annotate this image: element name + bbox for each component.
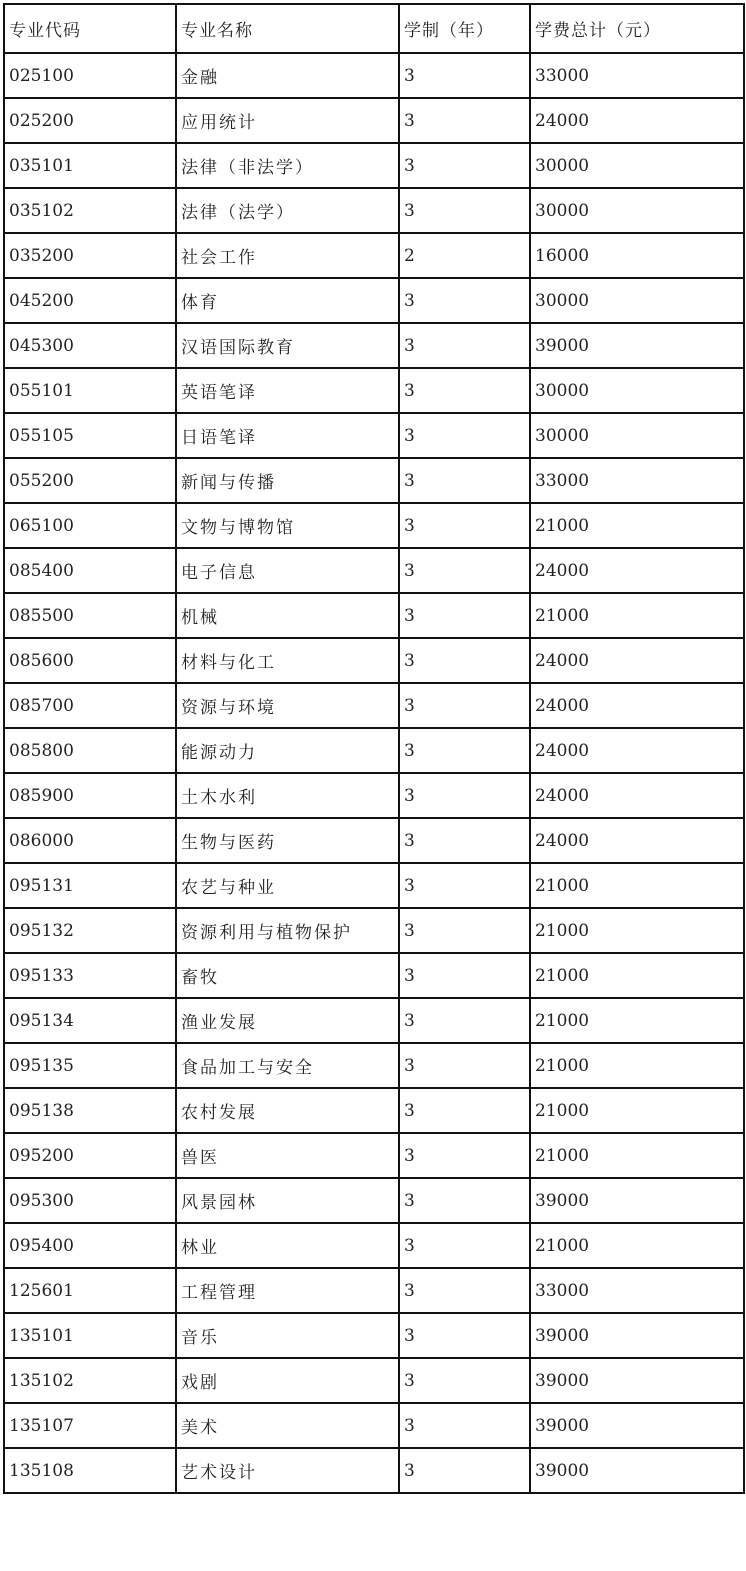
cell-major-name: 土木水利 bbox=[176, 773, 399, 818]
cell-major-code: 065100 bbox=[4, 503, 176, 548]
cell-major-name: 金融 bbox=[176, 53, 399, 98]
cell-major-code: 035200 bbox=[4, 233, 176, 278]
cell-duration: 3 bbox=[399, 683, 530, 728]
header-total-tuition: 学费总计（元） bbox=[530, 4, 744, 53]
cell-major-name: 工程管理 bbox=[176, 1268, 399, 1313]
cell-total-tuition: 39000 bbox=[530, 1313, 744, 1358]
cell-major-name: 农艺与种业 bbox=[176, 863, 399, 908]
cell-major-code: 085700 bbox=[4, 683, 176, 728]
header-major-name: 专业名称 bbox=[176, 4, 399, 53]
cell-duration: 3 bbox=[399, 53, 530, 98]
cell-duration: 3 bbox=[399, 818, 530, 863]
cell-major-name: 生物与医药 bbox=[176, 818, 399, 863]
table-row bbox=[4, 728, 744, 773]
table-row bbox=[4, 413, 744, 458]
cell-major-code: 085600 bbox=[4, 638, 176, 683]
table-row bbox=[4, 1313, 744, 1358]
table-row bbox=[4, 1133, 744, 1178]
cell-total-tuition: 30000 bbox=[530, 413, 744, 458]
cell-major-name: 社会工作 bbox=[176, 233, 399, 278]
cell-major-name: 音乐 bbox=[176, 1313, 399, 1358]
cell-major-code: 095133 bbox=[4, 953, 176, 998]
cell-major-code: 045200 bbox=[4, 278, 176, 323]
cell-duration: 3 bbox=[399, 728, 530, 773]
cell-major-code: 025200 bbox=[4, 98, 176, 143]
cell-major-code: 135101 bbox=[4, 1313, 176, 1358]
cell-total-tuition: 39000 bbox=[530, 323, 744, 368]
cell-major-name: 应用统计 bbox=[176, 98, 399, 143]
cell-total-tuition: 16000 bbox=[530, 233, 744, 278]
cell-major-code: 095132 bbox=[4, 908, 176, 953]
cell-total-tuition: 21000 bbox=[530, 953, 744, 998]
cell-major-name: 资源与环境 bbox=[176, 683, 399, 728]
table-row bbox=[4, 1268, 744, 1313]
cell-duration: 3 bbox=[399, 323, 530, 368]
cell-major-name: 汉语国际教育 bbox=[176, 323, 399, 368]
cell-total-tuition: 30000 bbox=[530, 188, 744, 233]
cell-duration: 3 bbox=[399, 638, 530, 683]
cell-major-code: 095134 bbox=[4, 998, 176, 1043]
cell-total-tuition: 24000 bbox=[530, 773, 744, 818]
tuition-table bbox=[3, 3, 745, 1494]
cell-major-name: 戏剧 bbox=[176, 1358, 399, 1403]
cell-duration: 3 bbox=[399, 1178, 530, 1223]
cell-major-name: 美术 bbox=[176, 1403, 399, 1448]
table-row bbox=[4, 53, 744, 98]
table-row bbox=[4, 1358, 744, 1403]
cell-major-code: 085800 bbox=[4, 728, 176, 773]
cell-major-name: 食品加工与安全 bbox=[176, 1043, 399, 1088]
table-row bbox=[4, 143, 744, 188]
cell-total-tuition: 30000 bbox=[530, 143, 744, 188]
table-row bbox=[4, 1223, 744, 1268]
cell-major-code: 095400 bbox=[4, 1223, 176, 1268]
cell-major-name: 法律（法学） bbox=[176, 188, 399, 233]
table-row bbox=[4, 98, 744, 143]
cell-major-code: 035101 bbox=[4, 143, 176, 188]
header-duration: 学制（年） bbox=[399, 4, 530, 53]
cell-total-tuition: 39000 bbox=[530, 1178, 744, 1223]
cell-total-tuition: 33000 bbox=[530, 1268, 744, 1313]
cell-total-tuition: 24000 bbox=[530, 548, 744, 593]
cell-major-code: 055200 bbox=[4, 458, 176, 503]
cell-duration: 3 bbox=[399, 98, 530, 143]
cell-major-code: 045300 bbox=[4, 323, 176, 368]
table-row bbox=[4, 863, 744, 908]
cell-duration: 3 bbox=[399, 593, 530, 638]
cell-major-name: 风景园林 bbox=[176, 1178, 399, 1223]
cell-total-tuition: 30000 bbox=[530, 278, 744, 323]
table-row bbox=[4, 1403, 744, 1448]
cell-total-tuition: 21000 bbox=[530, 998, 744, 1043]
cell-duration: 3 bbox=[399, 548, 530, 593]
cell-major-name: 机械 bbox=[176, 593, 399, 638]
cell-total-tuition: 21000 bbox=[530, 1043, 744, 1088]
table-row bbox=[4, 998, 744, 1043]
table-row bbox=[4, 233, 744, 278]
cell-major-code: 135108 bbox=[4, 1448, 176, 1493]
cell-duration: 3 bbox=[399, 1448, 530, 1493]
cell-major-name: 林业 bbox=[176, 1223, 399, 1268]
cell-major-code: 095131 bbox=[4, 863, 176, 908]
cell-major-name: 体育 bbox=[176, 278, 399, 323]
table-row bbox=[4, 593, 744, 638]
cell-duration: 3 bbox=[399, 413, 530, 458]
cell-major-name: 新闻与传播 bbox=[176, 458, 399, 503]
cell-duration: 3 bbox=[399, 368, 530, 413]
cell-total-tuition: 24000 bbox=[530, 638, 744, 683]
cell-major-name: 日语笔译 bbox=[176, 413, 399, 458]
cell-duration: 3 bbox=[399, 863, 530, 908]
cell-major-code: 025100 bbox=[4, 53, 176, 98]
cell-duration: 3 bbox=[399, 143, 530, 188]
cell-major-name: 法律（非法学） bbox=[176, 143, 399, 188]
cell-total-tuition: 21000 bbox=[530, 503, 744, 548]
header-major-code: 专业代码 bbox=[4, 4, 176, 53]
table-body bbox=[4, 53, 744, 1493]
table-header bbox=[4, 4, 744, 53]
table-row bbox=[4, 818, 744, 863]
cell-total-tuition: 21000 bbox=[530, 1133, 744, 1178]
table-row bbox=[4, 908, 744, 953]
table-row bbox=[4, 278, 744, 323]
table-row bbox=[4, 503, 744, 548]
cell-major-name: 电子信息 bbox=[176, 548, 399, 593]
cell-major-code: 135102 bbox=[4, 1358, 176, 1403]
table-row bbox=[4, 638, 744, 683]
cell-major-code: 086000 bbox=[4, 818, 176, 863]
cell-major-code: 095200 bbox=[4, 1133, 176, 1178]
cell-duration: 3 bbox=[399, 188, 530, 233]
cell-major-name: 渔业发展 bbox=[176, 998, 399, 1043]
cell-total-tuition: 21000 bbox=[530, 593, 744, 638]
cell-total-tuition: 21000 bbox=[530, 1088, 744, 1133]
cell-major-name: 兽医 bbox=[176, 1133, 399, 1178]
cell-duration: 3 bbox=[399, 1133, 530, 1178]
cell-duration: 3 bbox=[399, 1403, 530, 1448]
cell-major-name: 畜牧 bbox=[176, 953, 399, 998]
table-row bbox=[4, 548, 744, 593]
cell-total-tuition: 21000 bbox=[530, 863, 744, 908]
table-row bbox=[4, 1088, 744, 1133]
cell-duration: 3 bbox=[399, 1313, 530, 1358]
cell-total-tuition: 39000 bbox=[530, 1358, 744, 1403]
cell-total-tuition: 21000 bbox=[530, 1223, 744, 1268]
cell-major-code: 095300 bbox=[4, 1178, 176, 1223]
table-row bbox=[4, 458, 744, 503]
cell-duration: 2 bbox=[399, 233, 530, 278]
cell-duration: 3 bbox=[399, 503, 530, 548]
table-row bbox=[4, 1178, 744, 1223]
table-row bbox=[4, 188, 744, 233]
cell-major-code: 035102 bbox=[4, 188, 176, 233]
cell-total-tuition: 24000 bbox=[530, 98, 744, 143]
cell-major-code: 135107 bbox=[4, 1403, 176, 1448]
cell-total-tuition: 30000 bbox=[530, 368, 744, 413]
cell-major-code: 055101 bbox=[4, 368, 176, 413]
table-row bbox=[4, 773, 744, 818]
cell-total-tuition: 24000 bbox=[530, 728, 744, 773]
cell-duration: 3 bbox=[399, 1223, 530, 1268]
cell-major-code: 095138 bbox=[4, 1088, 176, 1133]
cell-total-tuition: 39000 bbox=[530, 1448, 744, 1493]
cell-duration: 3 bbox=[399, 1088, 530, 1133]
cell-duration: 3 bbox=[399, 278, 530, 323]
cell-total-tuition: 39000 bbox=[530, 1403, 744, 1448]
table-row bbox=[4, 1448, 744, 1493]
cell-major-code: 085900 bbox=[4, 773, 176, 818]
cell-total-tuition: 24000 bbox=[530, 818, 744, 863]
cell-duration: 3 bbox=[399, 1358, 530, 1403]
cell-duration: 3 bbox=[399, 953, 530, 998]
cell-major-code: 085400 bbox=[4, 548, 176, 593]
cell-duration: 3 bbox=[399, 458, 530, 503]
cell-total-tuition: 33000 bbox=[530, 53, 744, 98]
cell-duration: 3 bbox=[399, 773, 530, 818]
cell-major-name: 艺术设计 bbox=[176, 1448, 399, 1493]
table-row bbox=[4, 953, 744, 998]
cell-duration: 3 bbox=[399, 1043, 530, 1088]
cell-major-name: 英语笔译 bbox=[176, 368, 399, 413]
cell-total-tuition: 33000 bbox=[530, 458, 744, 503]
cell-duration: 3 bbox=[399, 1268, 530, 1313]
cell-major-name: 材料与化工 bbox=[176, 638, 399, 683]
cell-major-name: 资源利用与植物保护 bbox=[176, 908, 399, 953]
header-row bbox=[4, 4, 744, 53]
cell-total-tuition: 21000 bbox=[530, 908, 744, 953]
cell-duration: 3 bbox=[399, 908, 530, 953]
cell-major-code: 085500 bbox=[4, 593, 176, 638]
cell-major-name: 农村发展 bbox=[176, 1088, 399, 1133]
table-row bbox=[4, 368, 744, 413]
cell-major-code: 055105 bbox=[4, 413, 176, 458]
table-row bbox=[4, 683, 744, 728]
cell-major-code: 095135 bbox=[4, 1043, 176, 1088]
cell-major-name: 能源动力 bbox=[176, 728, 399, 773]
table-row bbox=[4, 323, 744, 368]
cell-total-tuition: 24000 bbox=[530, 683, 744, 728]
table-row bbox=[4, 1043, 744, 1088]
cell-duration: 3 bbox=[399, 998, 530, 1043]
cell-major-name: 文物与博物馆 bbox=[176, 503, 399, 548]
cell-major-code: 125601 bbox=[4, 1268, 176, 1313]
